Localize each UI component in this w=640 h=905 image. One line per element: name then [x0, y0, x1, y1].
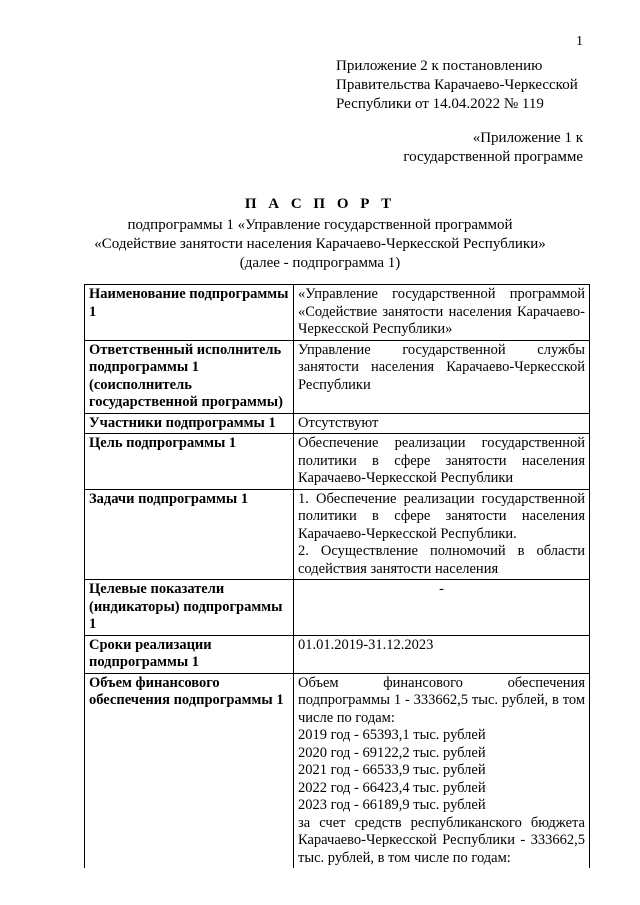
table-row [85, 580, 590, 636]
row-label: Задачи подпрограммы 1 [85, 489, 294, 580]
attachment-header-line: Республики от 14.04.2022 № 119 [336, 96, 544, 112]
row-value [294, 673, 590, 868]
passport-table [84, 284, 590, 868]
row-label: Наименование подпрограммы 1 [85, 285, 294, 341]
row-label: Цель подпрограммы 1 [85, 434, 294, 490]
funding-line: 2019 год - 65393,1 тыс. рублей [298, 727, 486, 743]
program-reference [403, 129, 583, 167]
row-value: «Управление государственной программой «Содействие занятости населения Карачаево-Черкесской Республики» [294, 285, 590, 341]
table-row [85, 340, 590, 413]
funding-line: 2022 год - 66423,4 тыс. рублей [298, 779, 486, 796]
program-reference-line: государственной программе [403, 149, 583, 165]
table-row [85, 489, 590, 580]
row-value: 01.01.2019-31.12.2023 [294, 635, 590, 673]
subtitle-line: подпрограммы 1 «Управление государственной программой [127, 217, 513, 233]
task-item: 1. Обеспечение реализации государственной политики в сфере занятости населения Карачаево-Черкесской Республики. [298, 490, 585, 542]
row-label: Участники подпрограммы 1 [85, 413, 294, 434]
row-label: Объем финансового обеспечения подпрограммы 1 [85, 673, 294, 868]
table-row [85, 673, 590, 868]
attachment-header [336, 57, 578, 114]
row-value: Управление государственной службы занятости населения Карачаево-Черкесской Республики [294, 340, 590, 413]
attachment-header-line: Правительства Карачаево-Черкесской [336, 77, 578, 93]
funding-line: 2023 год - 66189,9 тыс. рублей [298, 797, 486, 813]
table-row [85, 434, 590, 490]
row-label: Целевые показатели (индикаторы) подпрограммы 1 [85, 580, 294, 636]
row-value: - [294, 580, 590, 636]
row-label: Ответственный исполнитель подпрограммы 1 (соисполнитель государственной программы) [85, 340, 294, 413]
attachment-header-line: Приложение 2 к постановлению [336, 58, 543, 74]
row-value: Обеспечение реализации государственной политики в сфере занятости населения Карачаево-Черкесской Республики [294, 434, 590, 490]
row-label: Сроки реализации подпрограммы 1 [85, 635, 294, 673]
subtitle-line: «Содействие занятости населения Карачаево-Черкесской Республики» [94, 236, 546, 252]
subtitle-line: (далее - подпрограмма 1) [239, 255, 401, 271]
table-row [85, 413, 590, 434]
table-row [85, 285, 590, 341]
table-row [85, 635, 590, 673]
funding-line: 2021 год - 66533,9 тыс. рублей [298, 762, 486, 778]
row-value [294, 489, 590, 580]
funding-line: 2020 год - 69122,2 тыс. рублей [298, 744, 486, 761]
funding-line: за счет средств республиканского бюджета Карачаево-Черкесской Республики - 333662,5 тыс. рублей, в том числе по годам: [298, 814, 585, 866]
funding-line: Объем финансового обеспечения подпрограммы 1 - 333662,5 тыс. рублей, в том числе по годам: [298, 674, 585, 726]
row-value: Отсутствуют [294, 413, 590, 434]
task-item: 2. Осуществление полномочий в области содействия занятости населения [298, 543, 585, 577]
program-reference-line: «Приложение 1 к [472, 130, 583, 146]
document-subtitle [0, 216, 640, 273]
document-title: П А С П О Р Т [244, 196, 396, 212]
page-number: 1 [576, 34, 583, 49]
